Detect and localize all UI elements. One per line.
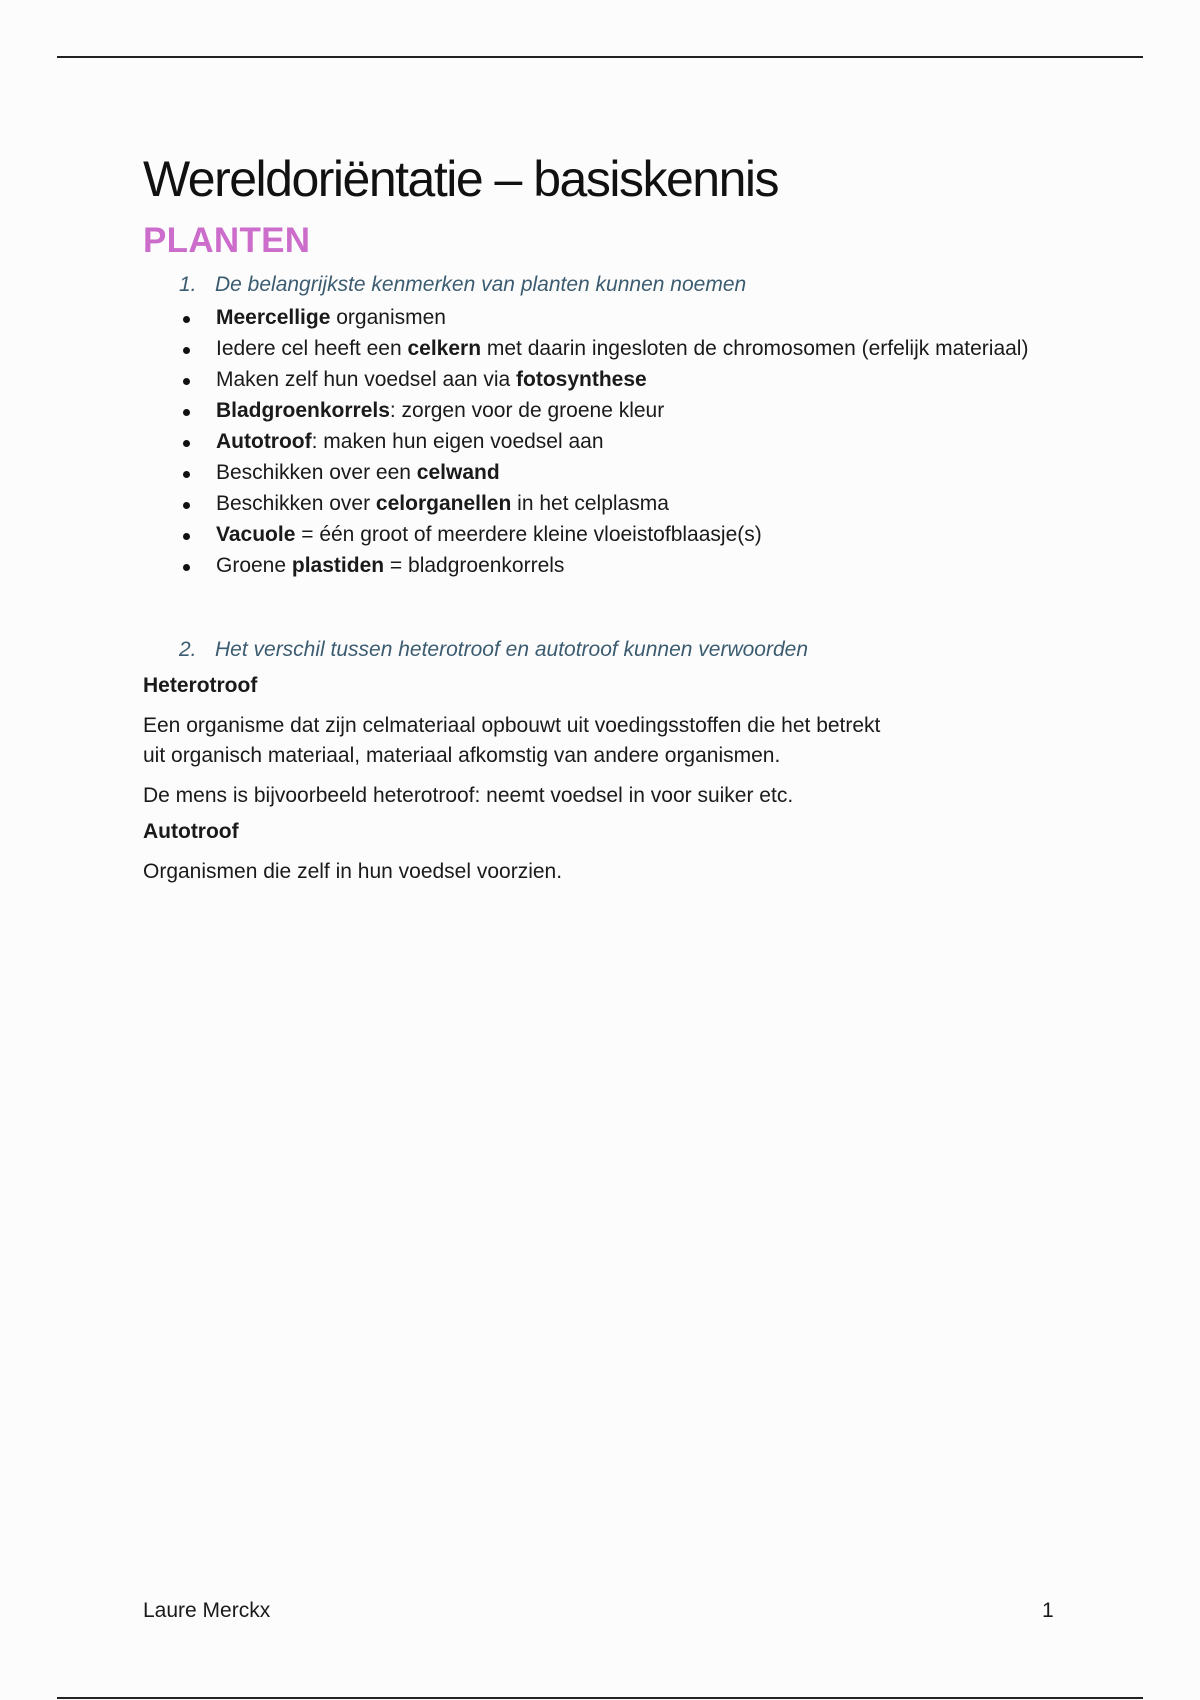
list-item <box>143 396 1036 426</box>
question-number: 1. <box>179 273 197 296</box>
term: Vacuole <box>216 523 296 546</box>
item-text: = één groot of meerdere kleine vloeistofblaasje(s) <box>295 523 762 546</box>
term: Meercellige <box>216 306 331 329</box>
list-item <box>143 365 1036 395</box>
page-title: Wereldoriëntatie – basiskennis <box>143 151 779 207</box>
item-text: met daarin ingesloten de chromosomen (erfelijk materiaal) <box>481 337 1029 360</box>
term: celkern <box>407 337 482 360</box>
term: Autotroof <box>216 430 312 453</box>
definition-line: Een organisme dat zijn celmateriaal opbouwt uit voedingsstoffen die het betrekt <box>143 714 881 737</box>
list-item <box>143 551 1036 581</box>
item-text: : maken hun eigen voedsel aan <box>311 430 604 453</box>
item-text: : zorgen voor de groene kleur <box>389 399 665 422</box>
list-item <box>143 489 1036 519</box>
list-item <box>143 303 1036 333</box>
term: celwand <box>416 461 500 484</box>
item-text: in het celplasma <box>511 492 669 515</box>
question-text: De belangrijkste kenmerken van planten kunnen noemen <box>215 273 747 296</box>
item-text: Groene <box>216 554 292 577</box>
autotroof-definition: Organismen die zelf in hun voedsel voorzien. <box>143 860 563 883</box>
heterotroof-example: De mens is bijvoorbeeld heterotroof: neemt voedsel in voor suiker etc. <box>143 784 794 807</box>
autotroof-heading: Autotroof <box>143 820 239 843</box>
question-number: 2. <box>179 638 197 661</box>
item-text: Beschikken over <box>216 492 376 515</box>
term: plastiden <box>291 554 385 577</box>
footer-rule <box>57 1697 1143 1699</box>
item-text: Beschikken over een <box>216 461 417 484</box>
header-rule <box>57 56 1143 58</box>
page-number: 1 <box>1042 1599 1054 1622</box>
item-text: Iedere cel heeft een <box>216 337 408 360</box>
list-item <box>143 520 1036 550</box>
question-text: Het verschil tussen heterotroof en autotroof kunnen verwoorden <box>215 638 809 661</box>
item-text: = bladgroenkorrels <box>384 554 565 577</box>
question-1 <box>179 270 1043 300</box>
term: celorganellen <box>375 492 512 515</box>
section-heading: PLANTEN <box>143 221 311 260</box>
question-2 <box>179 635 1043 665</box>
list-item <box>143 458 1036 488</box>
list-item <box>143 427 1036 457</box>
term: fotosynthese <box>516 368 647 391</box>
footer-author: Laure Merckx <box>143 1599 271 1622</box>
heterotroof-definition <box>143 711 1003 771</box>
term: Bladgroenkorrels <box>216 399 390 422</box>
item-text: organismen <box>330 306 446 329</box>
characteristics-list <box>143 303 1043 581</box>
list-item <box>143 334 1036 364</box>
item-text: Maken zelf hun voedsel aan via <box>216 368 517 391</box>
document-page <box>143 148 1043 887</box>
definition-line: uit organisch materiaal, materiaal afkomstig van andere organismen. <box>143 744 781 767</box>
heterotroof-heading: Heterotroof <box>143 674 258 697</box>
